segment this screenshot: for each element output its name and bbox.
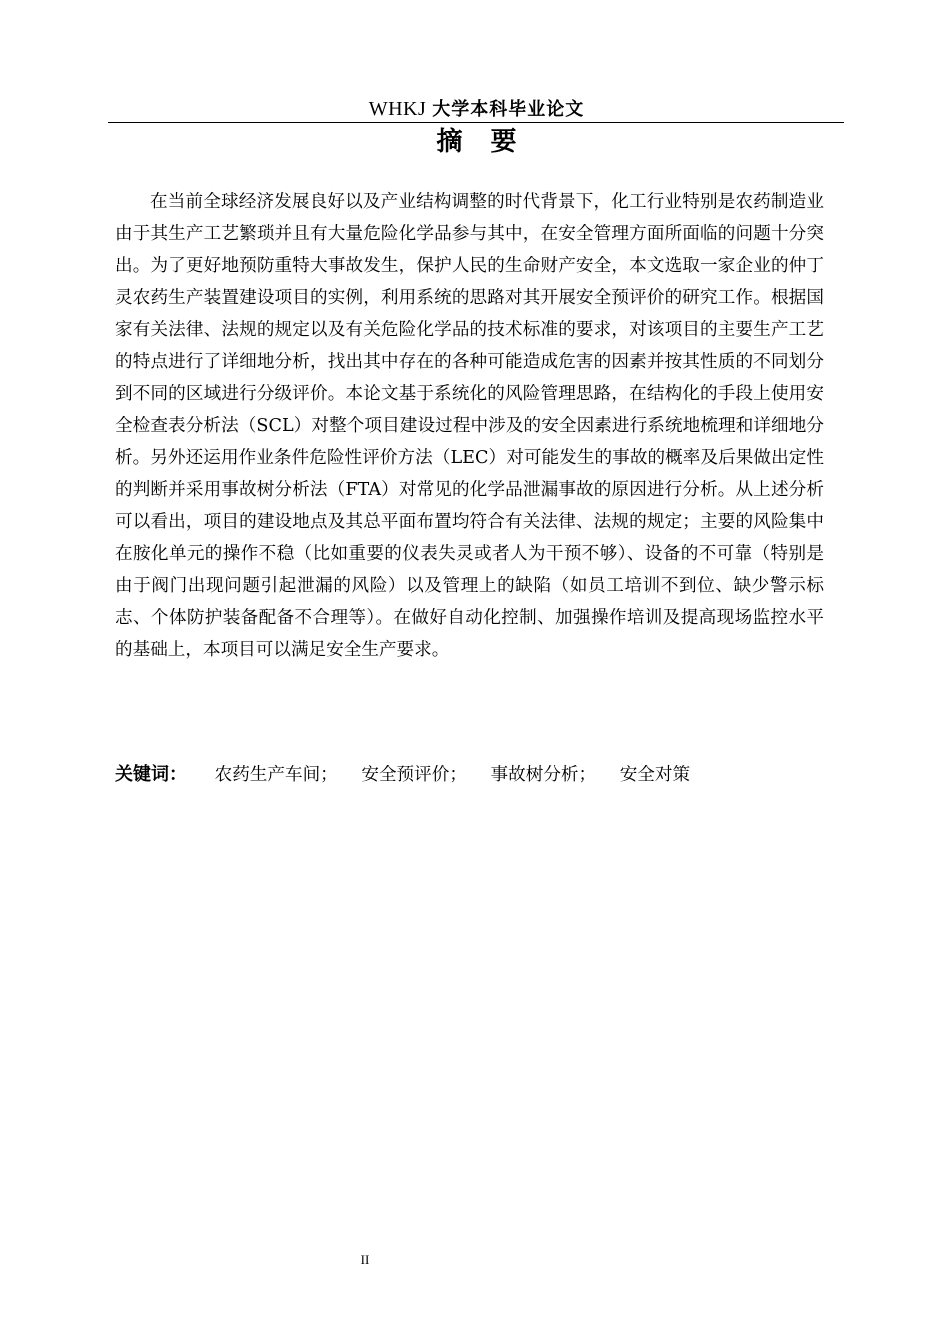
keywords-line (115, 759, 708, 791)
keywords-label: 关键词： (115, 764, 187, 785)
abstract-title: 摘要 (436, 127, 545, 157)
header-institution-code: WHKJ (368, 98, 427, 120)
keyword-item: 安全预评价； (361, 765, 467, 785)
header-document-type: 大学本科毕业论文 (432, 99, 585, 120)
page-header (110, 94, 843, 125)
page-number: II (360, 1252, 370, 1267)
keyword-item: 安全对策 (619, 765, 691, 785)
keyword-item: 农药生产车间； (214, 765, 338, 785)
keyword-item: 事故树分析； (490, 765, 597, 785)
abstract-body: 在当前全球经济发展良好以及产业结构调整的时代背景下，化工行业特别是农药制造业由于其生产工艺繁琐并且有大量危险化学品参与其中，在安全管理方面所面临的问题十分突出。为了更好地预防重特大事故发生，保护人民的生命财产安全，本文选取一家企业的仲丁灵农药生产装置建设项目的实例，利用系统的思路对其开展安全预评价的研究工作。根据国家有关法律、法规的规定以及有关危险化学品的技术标准的要求，对该项目的主要生产工艺的特点进行了详细地分析，找出其中存在的各种可能造成危害的因素并按其性质的不同划分到不同的区域进行分级评价。本论文基于系统化的风险管理思路，在结构化的手段上使用安全检查表分析法（SCL）对整个项目建设过程中涉及的安全因素进行系统地梳理和详细地分析。另外还运用作业条件危险性评价方法（LEC）对可能发生的事故的概率及后果做出定性的判断并采用事故树分析法（FTA）对常见的化学品泄漏事故的原因进行分析。从上述分析可以看出，项目的建设地点及其总平面布置均符合有关法律、法规的规定；主要的风险集中在胺化单元的操作不稳（比如重要的仪表失灵或者人为干预不够）、设备的不可靠（特别是由于阀门出现问题引起泄漏的风险）以及管理上的缺陷（如员工培训不到位、缺少警示标志、个体防护装备配备不合理等）。在做好自动化控制、加强操作培训及提高现场监控水平的基础上，本项目可以满足安全生产要求。 (115, 192, 824, 660)
